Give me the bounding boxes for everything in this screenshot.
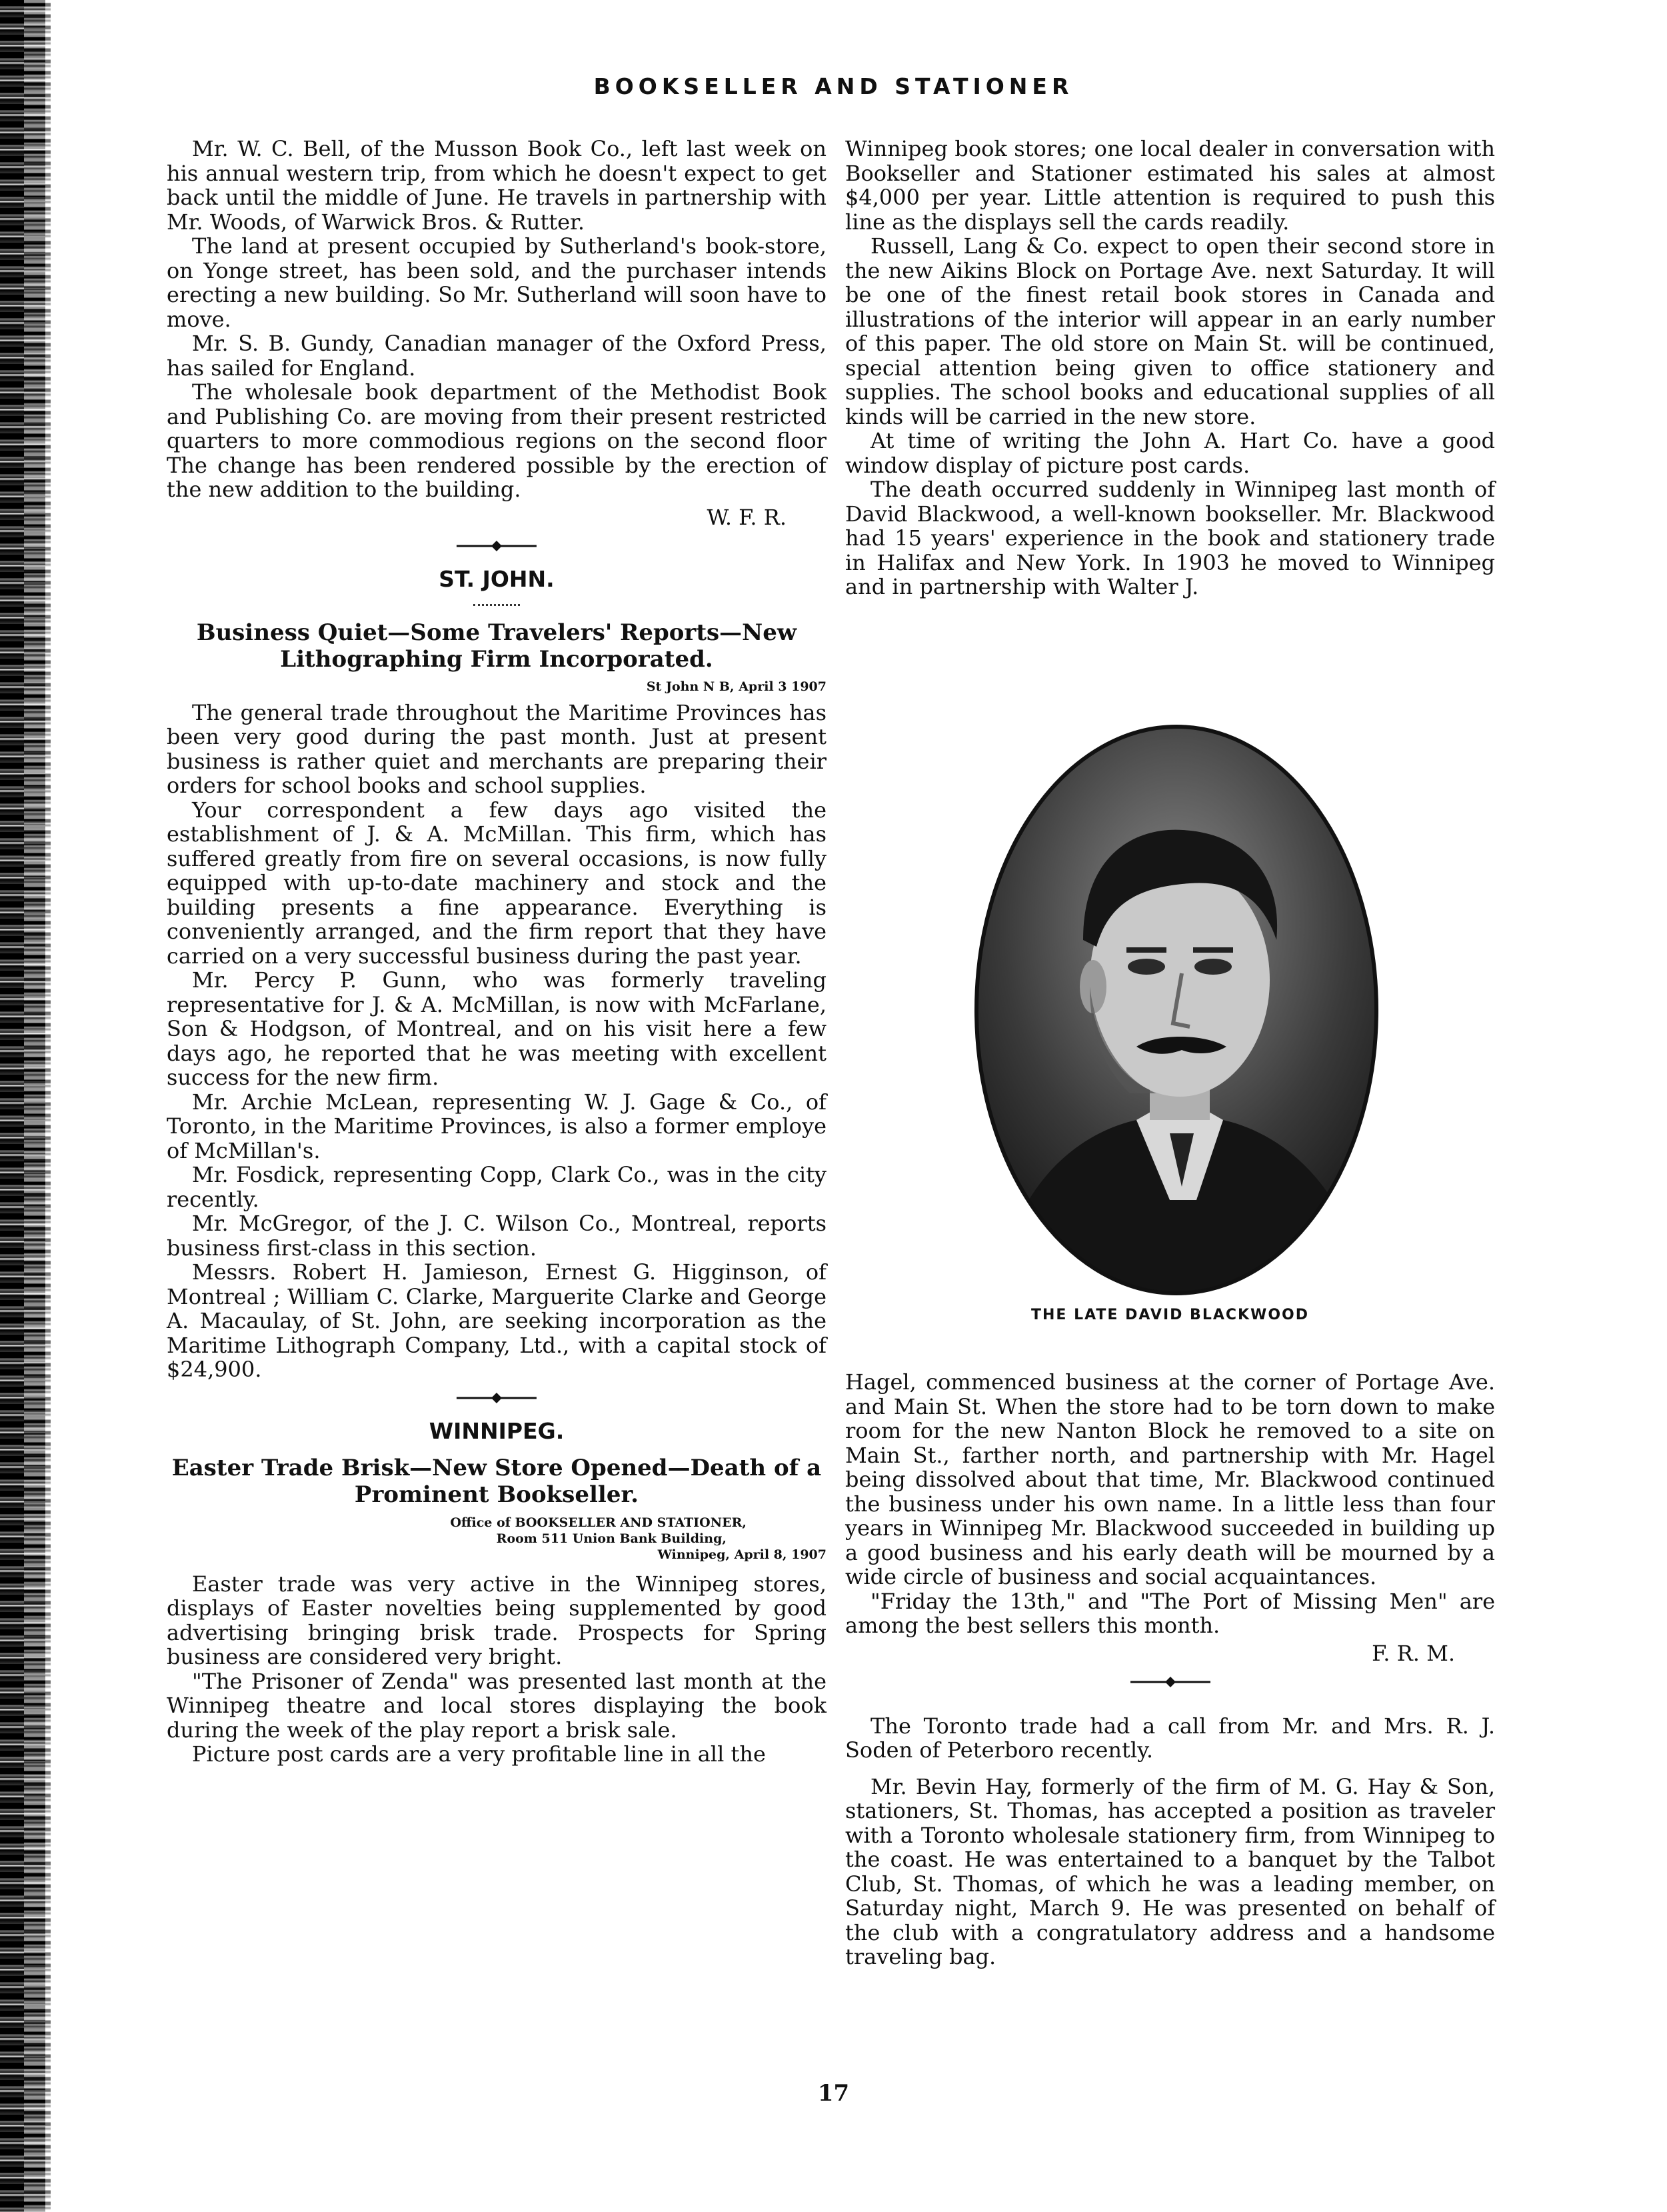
- article-paragraph: The land at present occupied by Sutherland's book-store, on Yonge street, has been sold, and the purchaser intends erecting a new building. So Mr. Sutherland will soon have to move.: [167, 233, 827, 332]
- dateline-line: Winnipeg, April 8, 1907: [657, 1547, 827, 1562]
- section-title-winnipeg: WINNIPEG.: [429, 1417, 565, 1444]
- dateline: St John N B, April 3 1907: [646, 679, 827, 694]
- section-subhead: Business Quiet—Some Travelers' Reports—New Lithographing Firm Incorporated.: [196, 619, 797, 673]
- title-underline: [167, 596, 827, 609]
- article-paragraph: The wholesale book department of the Methodist Book and Publishing Co. are moving from their present restricted quarters to more commodious regions on the second floor The change has been rendered possible by the erection of the new addition to the building.: [167, 379, 827, 502]
- dateline-line: Office of BOOKSELLER AND STATIONER,: [450, 1515, 747, 1530]
- spacer: [845, 1763, 1495, 1775]
- article-paragraph: Mr. McGregor, of the J. C. Wilson Co., Montreal, reports business first-class in this section.: [167, 1211, 827, 1261]
- running-head: BOOKSELLER AND STATIONER: [593, 73, 1074, 99]
- section-subhead: Easter Trade Brisk—New Store Opened—Death of a Prominent Bookseller.: [171, 1454, 822, 1508]
- section-divider: [845, 1675, 1495, 1695]
- spacer: [845, 1702, 1495, 1714]
- article-paragraph: Winnipeg book stores; one local dealer in conversation with Bookseller and Stationer estimated his sales at almost $4,000 per year. Little attention is required to push this line as the displays sell the cards readily.: [845, 136, 1495, 235]
- article-paragraph: Hagel, commenced business at the corner of Portage Ave. and Main St. When the store had to be torn down to make room for the new Nanton Block he removed to a site on Main St., farther north, and partnership with Mr. Hagel being dissolved about that time, Mr. Blackwood continued the business under his own name. In a little less than four years in Winnipeg Mr. Blackwood succeeded in building up a good business and his early death will be mourned by a wide circle of business and social acquaintances.: [845, 1369, 1495, 1589]
- article-paragraph: Mr. Percy P. Gunn, who was formerly traveling representative for J. & A. McMillan, is now with McFarlane, Son & Hodgson, of Montreal, and on his visit here a few days ago, he reported that he was meeting with excellent success for the new firm.: [167, 967, 827, 1090]
- article-paragraph: Picture post cards are a very profitable line in all the: [192, 1741, 766, 1767]
- dateline-line: Room 511 Union Bank Building,: [496, 1531, 727, 1546]
- section-divider: [167, 1391, 827, 1411]
- portrait-photo: [970, 720, 1383, 1300]
- left-column: [167, 137, 827, 1767]
- article-paragraph: Mr. Bevin Hay, formerly of the firm of M. G. Hay & Son, stationers, St. Thomas, has accepted a position as traveler with a Toronto wholesale stationery firm, from Winnipeg to the coast. He was entertained to a banquet by the Talbot Club, St. Thomas, of which he was a leading member, on Saturday night, March 9. He was presented on behalf of the club with a congratulatory address and a handsome traveling bag.: [845, 1773, 1495, 1969]
- article-paragraph: Messrs. Robert H. Jamieson, Ernest G. Higginson, of Montreal ; William C. Clarke, Marguerite Clarke and George A. Macaulay, of St. John, are seeking incorporation as the Maritime Lithograph Company, Ltd., with a capital stock of $24,900.: [167, 1259, 827, 1382]
- article-paragraph: Mr. W. C. Bell, of the Musson Book Co., left last week on his annual western trip, from which he doesn't expect to get back until the middle of June. He travels in partnership with Mr. Woods, of Warwick Bros. & Rutter.: [167, 136, 827, 235]
- article-paragraph: The Toronto trade had a call from Mr. and Mrs. R. J. Soden of Peterboro recently.: [845, 1713, 1495, 1763]
- right-column-upper: [845, 137, 1495, 599]
- section-divider: [167, 539, 827, 559]
- article-paragraph: The general trade throughout the Maritime Provinces has been very good during the past month. Just at present business is rather quiet and merchants are preparing their orders for school books and school supplies.: [167, 699, 827, 798]
- page-binding-edge: [0, 0, 45, 2212]
- article-paragraph: "The Prisoner of Zenda" was presented last month at the Winnipeg theatre and local stores displaying the book during the week of the play report a brisk sale.: [167, 1668, 827, 1743]
- correspondent-signature: F. R. M.: [1372, 1640, 1455, 1666]
- section-title-st-john: ST. JOHN.: [439, 565, 555, 592]
- article-paragraph: The death occurred suddenly in Winnipeg last month of David Blackwood, a well-known bookseller. Mr. Blackwood had 15 years' experience in the book and stationery trade in Halifax and New York. In 1903 he moved to Winnipeg and in partnership with Walter J.: [845, 477, 1495, 599]
- page-number: 17: [817, 2080, 850, 2107]
- photo-caption: THE LATE DAVID BLACKWOOD: [1030, 1307, 1309, 1323]
- article-paragraph: At time of writing the John A. Hart Co. have a good window display of picture post cards.: [845, 428, 1495, 478]
- article-paragraph: "Friday the 13th," and "The Port of Missing Men" are among the best sellers this month.: [845, 1588, 1495, 1638]
- article-paragraph: Easter trade was very active in the Winnipeg stores, displays of Easter novelties being supplemented by good advertising bringing brisk trade. Prospects for Spring business are considered very bright.: [167, 1571, 827, 1669]
- article-paragraph: Mr. Archie McLean, representing W. J. Gage & Co., of Toronto, in the Maritime Provinces, is also a former employe of McMillan's.: [167, 1089, 827, 1163]
- right-column-lower: [845, 1370, 1495, 1969]
- correspondent-signature: W. F. R.: [707, 504, 787, 530]
- article-paragraph: Mr. S. B. Gundy, Canadian manager of the Oxford Press, has sailed for England.: [167, 331, 827, 381]
- dateline: [167, 1515, 827, 1563]
- article-paragraph: Mr. Fosdick, representing Copp, Clark Co., was in the city recently.: [167, 1162, 827, 1212]
- article-paragraph: Russell, Lang & Co. expect to open their second store in the new Aikins Block on Portage Ave. next Saturday. It will be one of the finest retail book stores in Canada and illustrations of the interior will appear in an early number of this paper. The old store on Main St. will be continued, special attention being given to office stationery and supplies. The school books and educational supplies of all kinds will be carried in the new store.: [845, 233, 1495, 429]
- article-paragraph: Your correspondent a few days ago visited the establishment of J. & A. McMillan. This firm, which has suffered greatly from fire on several occasions, is now fully equipped with up-to-date machinery and stock and the building presents a fine appearance. Everything is conveniently arranged, and the firm report that they have carried on a very successful business during the past year.: [167, 797, 827, 969]
